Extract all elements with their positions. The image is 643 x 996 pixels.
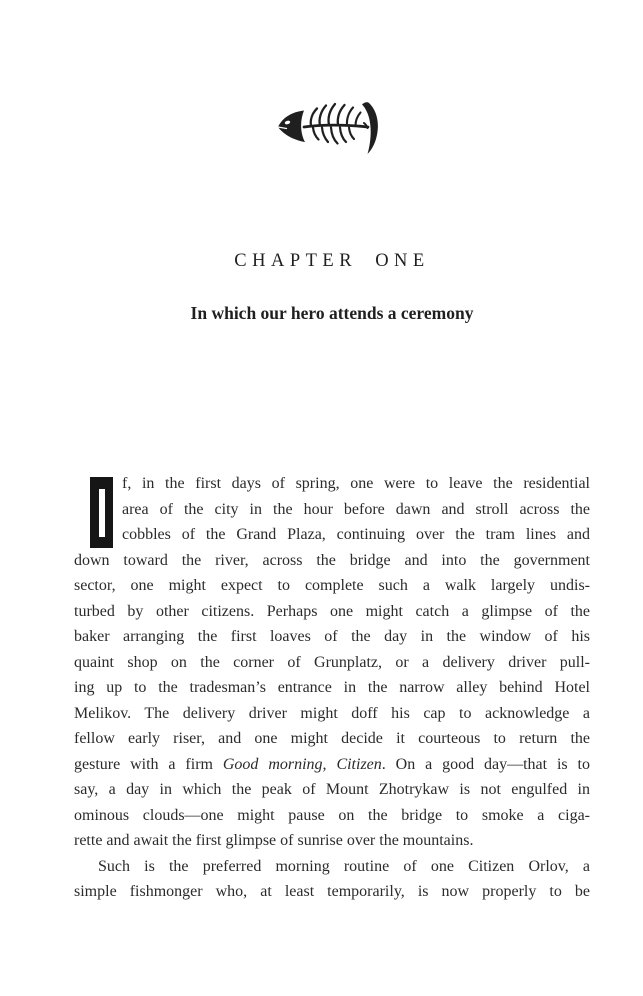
fish-skeleton-icon <box>274 97 390 155</box>
chapter-subtitle: In which our hero attends a ceremony <box>190 303 474 323</box>
body-text-line: sector, one might expect to complete such a walk largely undis- <box>74 577 590 594</box>
body-text-line: down toward the river, across the bridge and into the government <box>74 551 590 569</box>
body-text-line: quaint shop on the corner of Grunplatz, or a delivery driver pull- <box>74 653 590 671</box>
fish-skeleton-figure <box>74 97 590 155</box>
body-text-line: Melikov. The delivery driver might doff his cap to acknowledge a <box>74 704 590 722</box>
body-text-line: fellow early riser, and one might decide it courteous to return the <box>74 730 590 747</box>
body-text-line: f, in the first days of spring, one were to leave the residential <box>122 475 590 492</box>
body-text-line: say, a day in which the peak of Mount Zhotrykaw is not engulfed in <box>74 781 590 798</box>
body-text-line: turbed by other citizens. Perhaps one might catch a glimpse of the <box>74 602 590 620</box>
body-text-line: gesture with a firm Good morning, Citizen. On a good day—that is to <box>74 755 591 773</box>
body-text-line: ominous clouds—one might pause on the bridge to smoke a ciga- <box>74 806 590 824</box>
body-text-line: area of the city in the hour before dawn and stroll across the <box>122 500 590 518</box>
drop-cap-glyph-bar <box>99 489 105 537</box>
body-text <box>74 471 590 905</box>
body-text-line: rette and await the first glimpse of sunrise over the mountains. <box>74 832 474 849</box>
drop-cap <box>90 477 113 548</box>
body-text-line: cobbles of the Grand Plaza, continuing over the tram lines and <box>122 526 590 543</box>
body-text-line: simple fishmonger who, at least temporarily, is now properly to be <box>74 883 590 900</box>
body-lines <box>74 471 590 905</box>
body-text-line: baker arranging the first loaves of the day in the window of his <box>74 628 590 645</box>
body-text-line: Such is the preferred morning routine of one Citizen Orlov, a <box>98 857 590 875</box>
chapter-heading: CHAPTER ONE <box>234 251 430 271</box>
body-text-line: ing up to the tradesman’s entrance in the narrow alley behind Hotel <box>74 679 590 696</box>
